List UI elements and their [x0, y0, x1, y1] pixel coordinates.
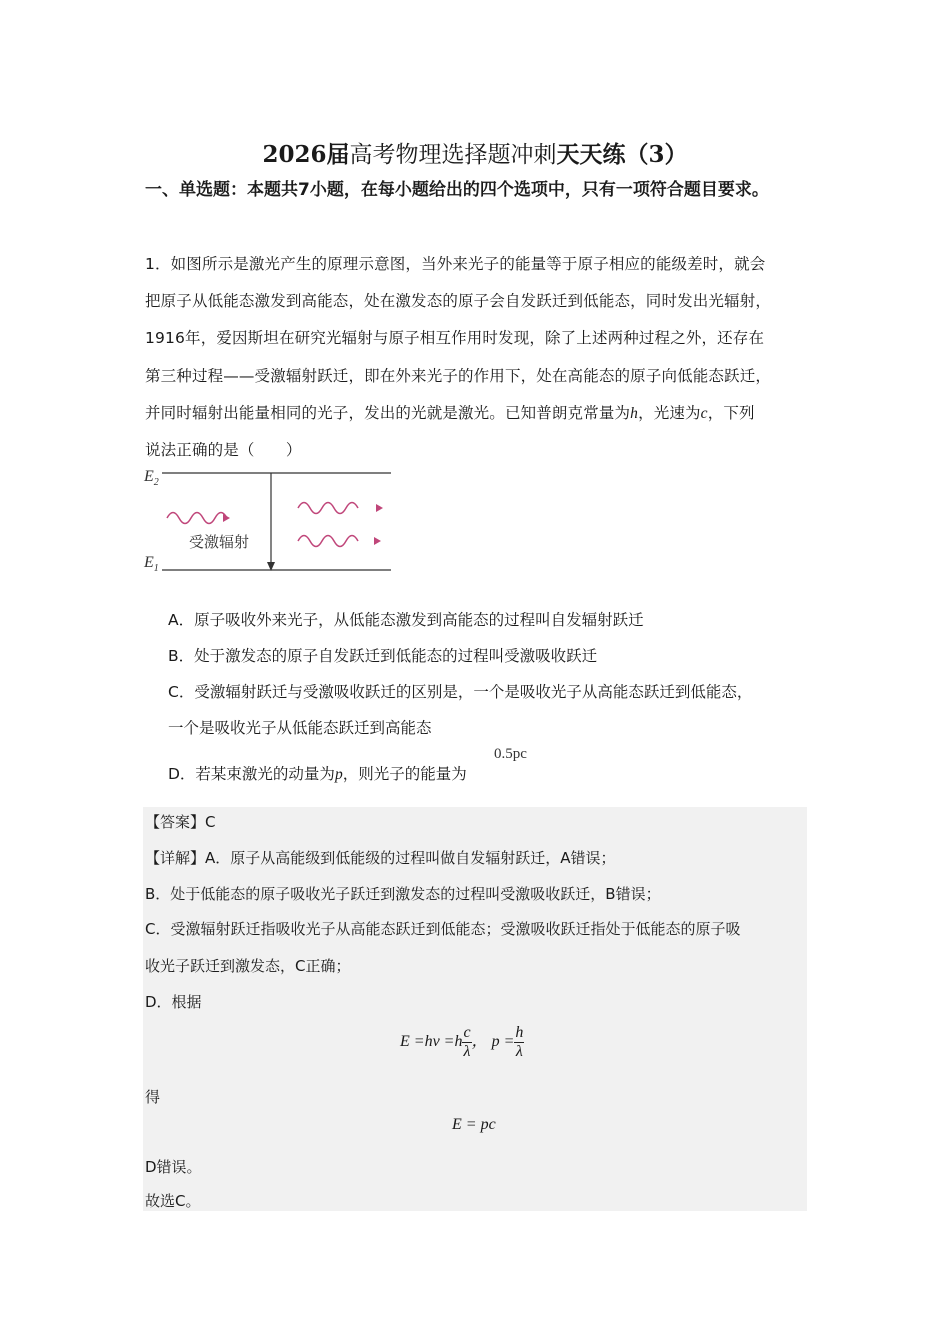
option-c-line-1: C．受激辐射跃迁与受激吸收跃迁的区别是，一个是吸收光子从高能态跃迁到低能态，	[168, 683, 753, 701]
energy-level-diagram	[142, 463, 394, 578]
detail-line-b: B．处于低能态的原子吸收光子跃迁到激发态的过程叫受激吸收跃迁，B错误；	[145, 885, 661, 903]
detail-line-c-1: C．受激辐射跃迁指吸收光子从高能态跃迁到低能态；受激吸收跃迁指处于低能态的原子吸	[145, 920, 741, 938]
light-speed-symbol: c	[700, 405, 708, 422]
question-line-5	[145, 401, 810, 423]
title-light: 高考物理选择题冲刺	[349, 142, 557, 168]
d-wrong-line: D错误。	[145, 1158, 202, 1176]
figure-caption: 受激辐射	[189, 533, 250, 551]
title-bold-right: 天天练（3）	[556, 141, 688, 168]
option-d-formula: 0.5pc	[494, 746, 527, 762]
title-bold-left: 2026届	[262, 141, 350, 168]
label-e1: $E_1$	[144, 554, 159, 575]
option-a: A．原子吸收外来光子，从低能态激发到高能态的过程叫自发辐射跃迁	[168, 611, 644, 629]
equation-1-mid: ， p =	[471, 1033, 515, 1051]
planck-symbol: h	[630, 405, 639, 422]
label-e2: $E_2$	[144, 468, 159, 489]
momentum-symbol: p	[334, 766, 343, 783]
question-line-5-end: ，下列	[707, 404, 755, 422]
answer-line: 【答案】C	[145, 813, 216, 831]
incident-photon-wave	[167, 513, 227, 524]
emitted-photon-arrow-2	[374, 537, 381, 545]
question-line-6: 说法正确的是（ ）	[145, 441, 302, 459]
section-heading: 一、单选题：本题共7小题，在每小题给出的四个选项中，只有一项符合题目要求。	[145, 180, 769, 200]
emitted-photon-wave-2	[298, 536, 358, 547]
option-b: B．处于激发态的原子自发跃迁到低能态的过程叫受激吸收跃迁	[168, 647, 598, 665]
fraction-c-over-lambda: $\frac{c}{\lambda}$	[463, 1024, 471, 1060]
option-d	[168, 762, 467, 784]
question-line-4: 第三种过程——受激辐射跃迁，即在外来光子的作用下，处在高能态的原子向低能态跃迁，	[145, 367, 772, 385]
equation-1	[400, 1024, 524, 1061]
detail-line-a: 【详解】A．原子从高能级到低能级的过程叫做自发辐射跃迁，A错误；	[145, 849, 616, 867]
stimulated-emission-figure	[142, 463, 394, 578]
option-c-line-2: 一个是吸收光子从低能态跃迁到高能态	[168, 719, 432, 737]
question-line-2: 把原子从低能态激发到高能态，处在激发态的原子会自发跃迁到低能态，同时发出光辐射，	[145, 292, 772, 310]
final-answer-line: 故选C。	[145, 1192, 201, 1210]
detail-line-d: D．根据	[145, 993, 202, 1011]
question-line-3: 1916年，爱因斯坦在研究光辐射与原子相互作用时发现，除了上述两种过程之外，还存在	[145, 329, 765, 347]
derive-line: 得	[145, 1088, 161, 1106]
equation-2: E = pc	[452, 1116, 496, 1133]
emitted-photon-wave-1	[298, 503, 358, 514]
incident-photon-arrow	[223, 514, 230, 522]
question-line-5-text: 并同时辐射出能量相同的光子，发出的光就是激光。已知普朗克常量为	[145, 404, 631, 422]
question-line-1: 1．如图所示是激光产生的原理示意图，当外来光子的能量等于原子相应的能级差时，就会	[145, 255, 766, 273]
detail-line-c-2: 收光子跃迁到激发态，C正确；	[145, 957, 351, 975]
question-line-5-mid: ，光速为	[638, 404, 701, 422]
option-d-prefix: D．若某束激光的动量为	[168, 765, 335, 783]
option-d-suffix: ，则光子的能量为	[342, 765, 467, 783]
fraction-h-over-lambda: $\frac{h}{\lambda}$	[515, 1024, 524, 1060]
page-title	[0, 136, 950, 169]
equation-1-left: E =hν =h	[400, 1033, 463, 1051]
emitted-photon-arrow-1	[376, 504, 383, 512]
